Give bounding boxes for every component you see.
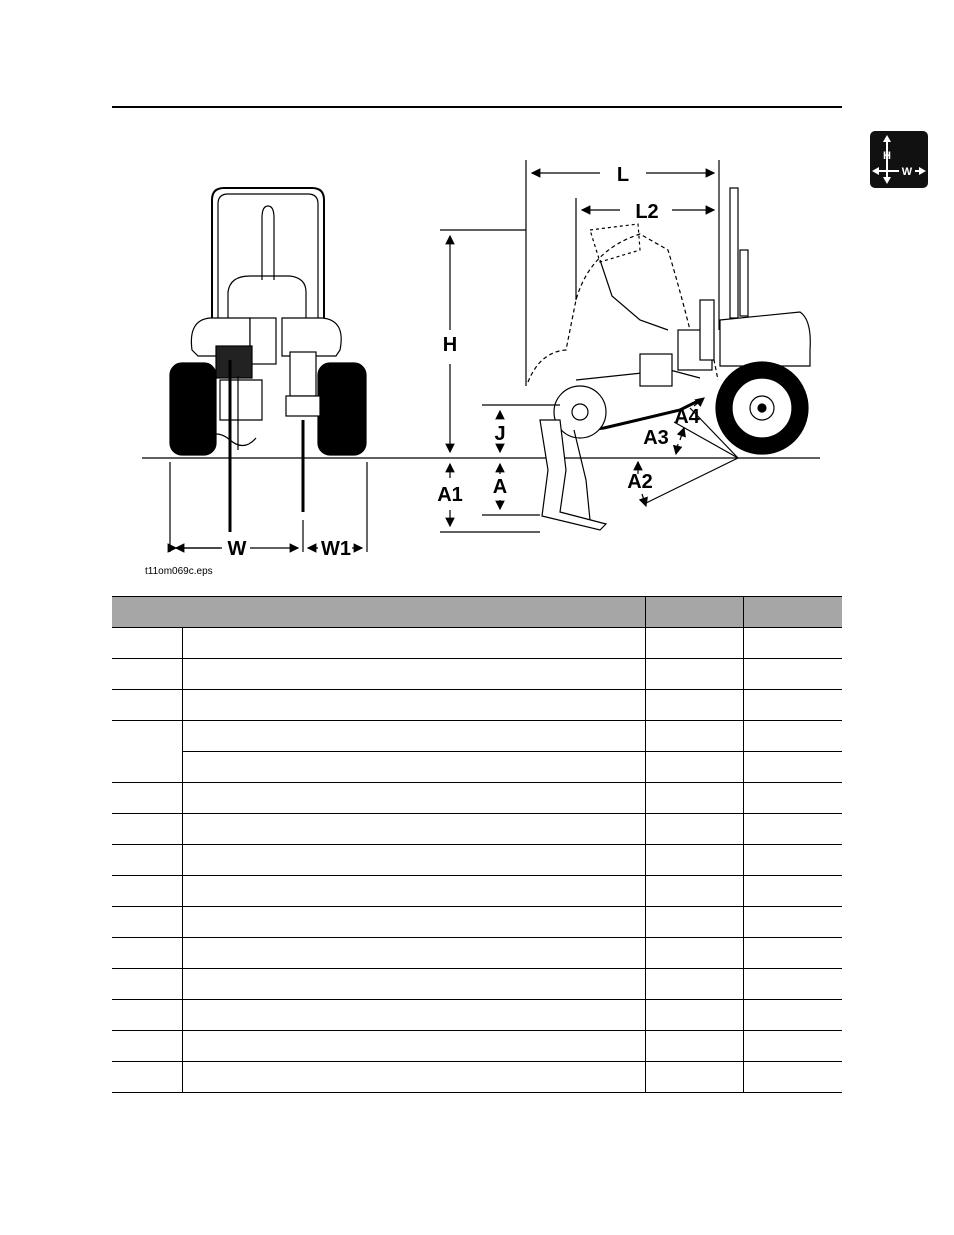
label-h: H bbox=[442, 334, 458, 356]
row-value-1 bbox=[645, 1000, 743, 1031]
table-row bbox=[112, 783, 842, 814]
figure-caption: t11om069c.eps bbox=[145, 566, 213, 577]
row-value-1 bbox=[645, 659, 743, 690]
row-description bbox=[182, 876, 645, 907]
machine-dimensions-figure bbox=[112, 150, 842, 590]
header-col2 bbox=[743, 597, 842, 628]
side-view-tractor bbox=[528, 188, 810, 530]
row-key bbox=[112, 783, 182, 814]
tab-letter-w: W bbox=[901, 166, 913, 178]
table-row bbox=[112, 659, 842, 690]
row-description bbox=[182, 1062, 645, 1093]
table-row bbox=[112, 876, 842, 907]
header-col1 bbox=[645, 597, 743, 628]
row-value-2 bbox=[743, 1062, 842, 1093]
label-j: J bbox=[494, 423, 506, 445]
row-value-2 bbox=[743, 659, 842, 690]
label-a4: A4 bbox=[674, 406, 700, 428]
label-a1: A1 bbox=[437, 484, 463, 506]
row-description bbox=[182, 752, 645, 783]
row-description bbox=[182, 659, 645, 690]
row-key bbox=[112, 814, 182, 845]
table-row bbox=[112, 752, 842, 783]
row-value-2 bbox=[743, 783, 842, 814]
row-value-2 bbox=[743, 690, 842, 721]
label-l2: L2 bbox=[635, 201, 659, 223]
dimensions-icon bbox=[870, 131, 928, 188]
row-value-1 bbox=[645, 876, 743, 907]
row-key bbox=[112, 1062, 182, 1093]
label-w: W bbox=[227, 538, 247, 560]
row-value-2 bbox=[743, 721, 842, 752]
table-row bbox=[112, 1000, 842, 1031]
row-description bbox=[182, 845, 645, 876]
row-value-1 bbox=[645, 938, 743, 969]
row-value-2 bbox=[743, 752, 842, 783]
top-rule bbox=[112, 106, 842, 108]
row-value-2 bbox=[743, 907, 842, 938]
table-row bbox=[112, 845, 842, 876]
label-l: L bbox=[616, 164, 630, 186]
label-a3: A3 bbox=[643, 427, 669, 449]
table-row bbox=[112, 721, 842, 752]
row-key bbox=[112, 907, 182, 938]
table-row bbox=[112, 907, 842, 938]
row-key bbox=[112, 969, 182, 1000]
table-row bbox=[112, 814, 842, 845]
row-value-1 bbox=[645, 907, 743, 938]
table-row bbox=[112, 969, 842, 1000]
row-value-1 bbox=[645, 690, 743, 721]
row-description bbox=[182, 1031, 645, 1062]
row-key bbox=[112, 721, 182, 783]
row-key bbox=[112, 876, 182, 907]
row-key bbox=[112, 1031, 182, 1062]
tab-letter-h: H bbox=[883, 150, 891, 162]
row-description bbox=[182, 814, 645, 845]
row-description bbox=[182, 938, 645, 969]
row-description bbox=[182, 628, 645, 659]
label-a2: A2 bbox=[627, 471, 653, 493]
row-value-1 bbox=[645, 1062, 743, 1093]
row-value-1 bbox=[645, 721, 743, 752]
label-a: A bbox=[492, 476, 508, 498]
table-row bbox=[112, 628, 842, 659]
dimensions-tab-icon bbox=[870, 131, 928, 188]
row-value-1 bbox=[645, 969, 743, 1000]
row-value-2 bbox=[743, 969, 842, 1000]
row-value-1 bbox=[645, 752, 743, 783]
row-value-1 bbox=[645, 814, 743, 845]
row-key bbox=[112, 659, 182, 690]
row-key bbox=[112, 628, 182, 659]
table-row bbox=[112, 690, 842, 721]
header-description bbox=[112, 597, 645, 628]
table-row bbox=[112, 1062, 842, 1093]
row-description bbox=[182, 721, 645, 752]
row-description bbox=[182, 690, 645, 721]
row-value-2 bbox=[743, 876, 842, 907]
row-value-1 bbox=[645, 845, 743, 876]
row-value-2 bbox=[743, 1031, 842, 1062]
row-value-1 bbox=[645, 783, 743, 814]
table-header-row bbox=[112, 597, 842, 628]
row-value-2 bbox=[743, 938, 842, 969]
row-value-1 bbox=[645, 1031, 743, 1062]
row-key bbox=[112, 1000, 182, 1031]
row-value-1 bbox=[645, 628, 743, 659]
row-value-2 bbox=[743, 814, 842, 845]
row-value-2 bbox=[743, 845, 842, 876]
row-description bbox=[182, 907, 645, 938]
row-value-2 bbox=[743, 628, 842, 659]
dimensions-table bbox=[112, 596, 842, 1093]
row-description bbox=[182, 1000, 645, 1031]
row-description bbox=[182, 969, 645, 1000]
row-key bbox=[112, 845, 182, 876]
front-view-tractor bbox=[170, 188, 366, 532]
table-row bbox=[112, 938, 842, 969]
row-description bbox=[182, 783, 645, 814]
label-w1: W1 bbox=[321, 538, 351, 560]
row-value-2 bbox=[743, 1000, 842, 1031]
row-key bbox=[112, 938, 182, 969]
row-key bbox=[112, 690, 182, 721]
table-row bbox=[112, 1031, 842, 1062]
